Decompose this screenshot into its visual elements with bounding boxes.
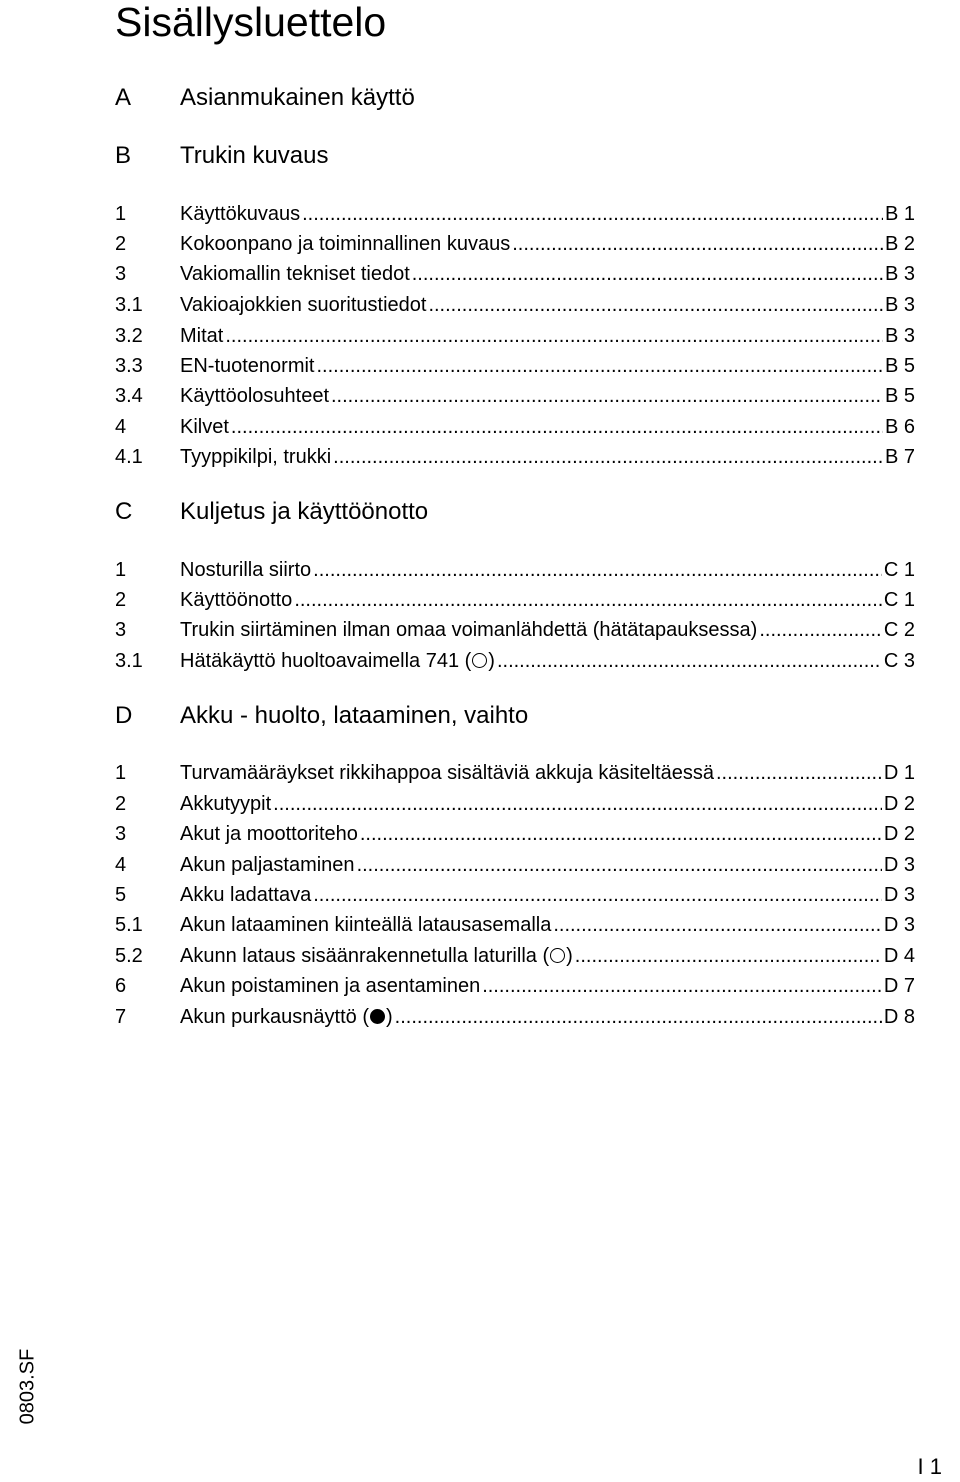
section-title: Trukin kuvaus <box>180 142 329 169</box>
entry-page: D 8 <box>883 1006 915 1028</box>
entry-number: 2 <box>115 233 127 255</box>
entry-page: D 7 <box>883 975 915 997</box>
entry-page: D 2 <box>883 793 915 815</box>
entry-page: B 6 <box>884 416 915 438</box>
entry-number: 3.4 <box>115 385 143 407</box>
toc-entry[interactable] <box>115 852 915 878</box>
entry-title: Akut ja moottoriteho <box>180 823 358 845</box>
dot-leader <box>497 648 882 674</box>
entry-page: B 3 <box>884 325 915 347</box>
entry-title: Nosturilla siirto <box>180 559 312 581</box>
entry-number: 2 <box>115 793 127 815</box>
toc-entry[interactable] <box>115 882 915 908</box>
entry-title: Akkutyypit <box>180 793 272 815</box>
entry-page: B 7 <box>884 446 915 468</box>
dot-leader <box>225 323 883 349</box>
section-letter: B <box>115 142 132 169</box>
entry-page: C 1 <box>883 559 915 581</box>
dot-leader <box>428 292 883 318</box>
section-letter: A <box>115 84 132 111</box>
entry-title: Akun paljastaminen <box>180 854 355 876</box>
toc-section-a[interactable] <box>115 83 915 113</box>
entry-page: B 5 <box>884 385 915 407</box>
toc-entry[interactable] <box>115 414 915 440</box>
entry-number: 7 <box>115 1006 127 1028</box>
toc-entry[interactable] <box>115 201 915 227</box>
dot-leader <box>360 821 882 847</box>
filled-circle-icon <box>370 1009 385 1024</box>
section-letter: D <box>115 702 133 729</box>
dot-leader <box>294 587 882 613</box>
entry-title: Hätäkäyttö huoltoavaimella 741 ( ) <box>180 650 495 672</box>
dot-leader <box>575 943 882 969</box>
toc-entry[interactable] <box>115 444 915 470</box>
dot-leader <box>333 444 883 470</box>
entry-page: C 1 <box>883 589 915 611</box>
toc-entry[interactable] <box>115 557 915 583</box>
entry-title: Akun poistaminen ja asentaminen <box>180 975 481 997</box>
entry-title: Kokoonpano ja toiminnallinen kuvaus <box>180 233 511 255</box>
section-title: Kuljetus ja käyttöönotto <box>180 498 429 525</box>
entry-number: 3.1 <box>115 650 143 672</box>
dot-leader <box>231 414 883 440</box>
page-number: I 1 <box>917 1454 942 1479</box>
dot-leader <box>512 231 883 257</box>
entry-page: D 4 <box>883 945 915 967</box>
page-title: Sisällysluettelo <box>115 0 387 45</box>
toc-entry[interactable] <box>115 292 915 318</box>
entry-page: D 1 <box>883 762 915 784</box>
entry-page: C 3 <box>883 650 915 672</box>
entry-title: Vakiomallin tekniset tiedot <box>180 263 410 285</box>
open-circle-icon <box>472 653 487 668</box>
entry-number: 6 <box>115 975 127 997</box>
entry-title: Vakioajokkien suoritustiedot <box>180 294 427 316</box>
dot-leader <box>313 557 882 583</box>
entry-title: Trukin siirtäminen ilman omaa voimanlähdettä (hätätapauksessa) <box>180 619 758 641</box>
toc-entry[interactable] <box>115 261 915 287</box>
toc-entry[interactable] <box>115 973 915 999</box>
entry-title: EN-tuotenormit <box>180 355 315 377</box>
toc-entry[interactable] <box>115 617 915 643</box>
dot-leader <box>759 617 882 643</box>
toc-entry[interactable] <box>115 821 915 847</box>
toc-entry[interactable] <box>115 383 915 409</box>
entry-number: 3 <box>115 263 127 285</box>
toc-entry[interactable] <box>115 587 915 613</box>
entry-number: 3.3 <box>115 355 143 377</box>
entry-title: Mitat <box>180 325 224 347</box>
toc-section-d[interactable] <box>115 701 915 731</box>
entry-number: 5.2 <box>115 945 143 967</box>
entry-title: Käyttökuvaus <box>180 203 301 225</box>
entry-page: D 2 <box>883 823 915 845</box>
entry-page: B 2 <box>884 233 915 255</box>
toc-entry[interactable] <box>115 760 915 786</box>
entry-page: D 3 <box>883 914 915 936</box>
document-code: 0803.SF <box>16 1348 39 1425</box>
entry-number: 1 <box>115 203 127 225</box>
open-circle-icon <box>550 948 565 963</box>
toc-entry[interactable] <box>115 1004 915 1030</box>
toc-entry[interactable] <box>115 231 915 257</box>
section-title: Akku - huolto, lataaminen, vaihto <box>180 702 529 729</box>
dot-leader <box>412 261 883 287</box>
entry-number: 3.1 <box>115 294 143 316</box>
entry-title: Käyttöolosuhteet <box>180 385 329 407</box>
entry-title: Akku ladattava <box>180 884 312 906</box>
dot-leader <box>302 201 883 227</box>
entry-page: B 3 <box>884 263 915 285</box>
entry-number: 5 <box>115 884 127 906</box>
section-letter: C <box>115 498 133 525</box>
dot-leader <box>313 882 882 908</box>
entry-number: 4.1 <box>115 446 143 468</box>
dot-leader <box>395 1004 882 1030</box>
entry-page: B 1 <box>884 203 915 225</box>
dot-leader <box>317 353 883 379</box>
toc-entry[interactable] <box>115 648 915 674</box>
entry-number: 3.2 <box>115 325 143 347</box>
entry-title: Akunn lataus sisäänrakennetulla laturilla ( ) <box>180 945 573 967</box>
entry-page: B 3 <box>884 294 915 316</box>
entry-page: D 3 <box>883 854 915 876</box>
entry-number: 5.1 <box>115 914 143 936</box>
toc-entry[interactable] <box>115 943 915 969</box>
entry-title: Käyttöönotto <box>180 589 293 611</box>
entry-title: Akun purkausnäyttö ( ) <box>180 1006 393 1028</box>
entry-page: B 5 <box>884 355 915 377</box>
entry-number: 1 <box>115 762 127 784</box>
dot-leader <box>553 912 882 938</box>
entry-number: 4 <box>115 854 127 876</box>
entry-page: D 3 <box>883 884 915 906</box>
toc-entry[interactable] <box>115 323 915 349</box>
entry-number: 3 <box>115 823 127 845</box>
entry-number: 1 <box>115 559 127 581</box>
toc-entry[interactable] <box>115 791 915 817</box>
section-title: Asianmukainen käyttö <box>180 84 415 111</box>
dot-leader <box>357 852 882 878</box>
entry-number: 2 <box>115 589 127 611</box>
dot-leader <box>716 760 882 786</box>
dot-leader <box>331 383 883 409</box>
entry-number: 3 <box>115 619 127 641</box>
entry-page: C 2 <box>883 619 915 641</box>
toc-entry[interactable] <box>115 353 915 379</box>
entry-title: Kilvet <box>180 416 229 438</box>
dot-leader <box>482 973 882 999</box>
dot-leader <box>273 791 882 817</box>
entry-title: Akun lataaminen kiinteällä latausasemalla <box>180 914 552 936</box>
entry-title: Turvamääräykset rikkihappoa sisältäviä akkuja käsiteltäessä <box>180 762 714 784</box>
entry-number: 4 <box>115 416 127 438</box>
toc-section-c[interactable] <box>115 497 915 527</box>
toc-section-b[interactable] <box>115 141 915 171</box>
toc-entry[interactable] <box>115 912 915 938</box>
entry-title: Tyyppikilpi, trukki <box>180 446 332 468</box>
